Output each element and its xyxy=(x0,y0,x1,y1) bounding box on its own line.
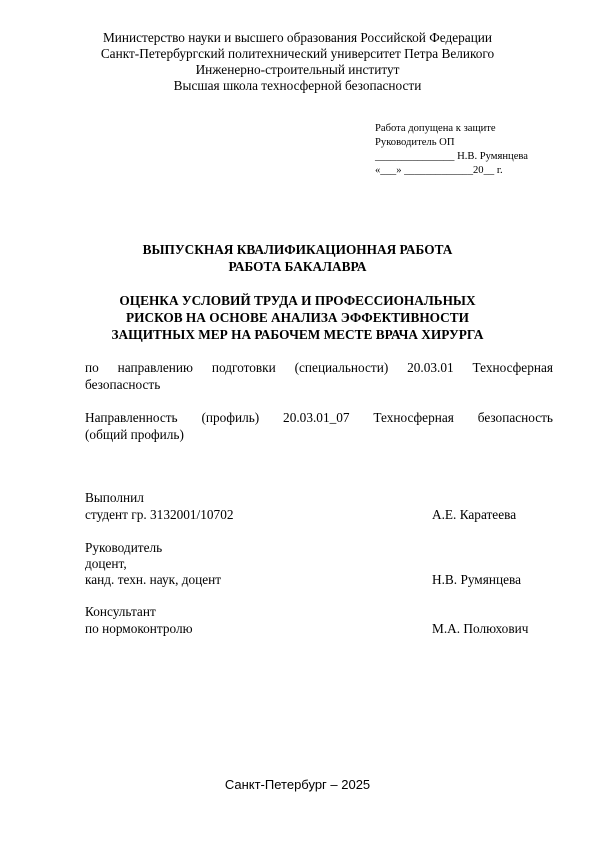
performer-name: А.Е. Каратеева xyxy=(432,507,517,522)
supervisor-role-2: канд. техн. наук, доцент xyxy=(85,572,222,587)
work-type-line-2: РАБОТА БАКАЛАВРА xyxy=(228,259,367,274)
approval-signature-line: _______________ Н.В. Румянцева xyxy=(375,151,528,162)
approval-date-line: «___» _____________20__ г. xyxy=(375,165,503,176)
work-type-line-1: ВЫПУСКНАЯ КВАЛИФИКАЦИОННАЯ РАБОТА xyxy=(142,242,453,257)
consultant-label: Консультант xyxy=(85,604,156,619)
supervisor-label: Руководитель xyxy=(85,540,163,555)
university-line: Санкт-Петербургский политехнический университет Петра Великого xyxy=(100,46,495,61)
city-year: Санкт-Петербург – 2025 xyxy=(224,777,371,792)
ministry-line: Министерство науки и высшего образования Российской Федерации xyxy=(102,30,493,45)
supervisor-role-1: доцент, xyxy=(85,556,127,571)
performer-label: Выполнил xyxy=(85,490,144,505)
approval-line-1: Работа допущена к защите xyxy=(375,123,496,134)
direction-line-1: по направлению подготовки (специальности) 20.03.01 Техносферная xyxy=(85,360,553,375)
thesis-title-line-3: ЗАЩИТНЫХ МЕР НА РАБОЧЕМ МЕСТЕ ВРАЧА ХИРУРГА xyxy=(111,327,484,342)
direction-line-2: безопасность xyxy=(85,377,161,392)
profile-line-1: Направленность (профиль) 20.03.01_07 Техносферная безопасность xyxy=(85,410,553,425)
thesis-title-line-1: ОЦЕНКА УСЛОВИЙ ТРУДА И ПРОФЕССИОНАЛЬНЫХ xyxy=(119,293,476,308)
thesis-title-line-2: РИСКОВ НА ОСНОВЕ АНАЛИЗА ЭФФЕКТИВНОСТИ xyxy=(126,310,469,325)
performer-role: студент гр. 3132001/10702 xyxy=(85,507,234,522)
consultant-role: по нормоконтролю xyxy=(85,621,193,636)
consultant-name: М.А. Полюхович xyxy=(432,621,529,636)
approval-line-2: Руководитель ОП xyxy=(375,137,455,148)
supervisor-name: Н.В. Румянцева xyxy=(432,572,521,587)
profile-line-2: (общий профиль) xyxy=(85,427,184,442)
school-line: Высшая школа техносферной безопасности xyxy=(173,78,422,93)
institute-line: Инженерно-строительный институт xyxy=(195,62,400,77)
